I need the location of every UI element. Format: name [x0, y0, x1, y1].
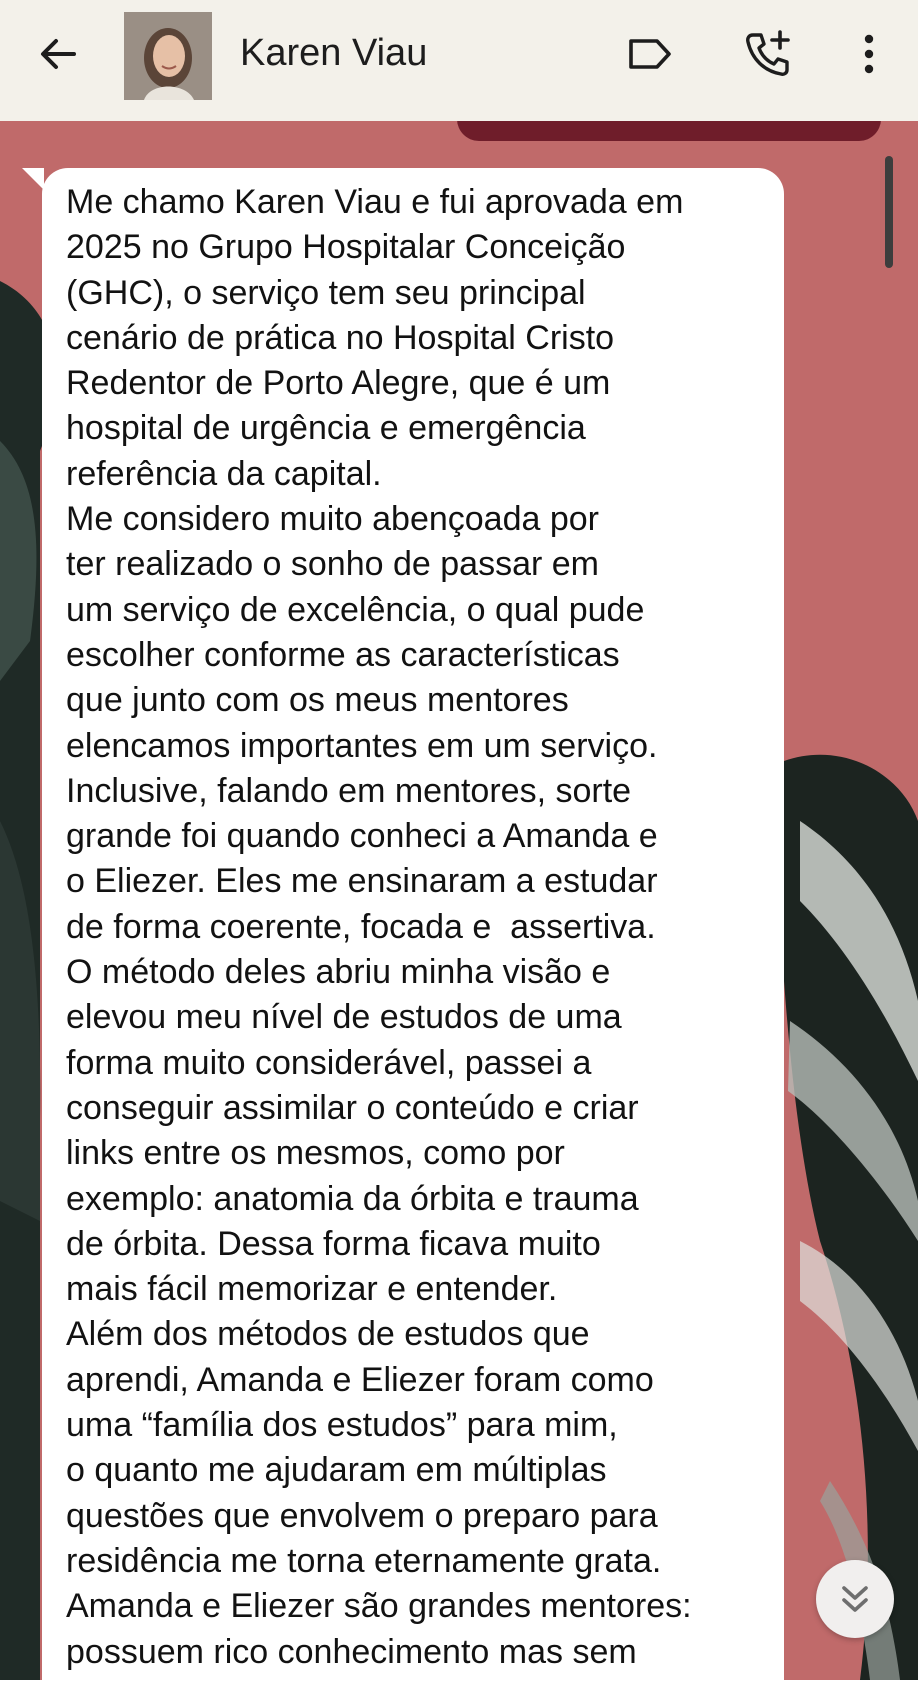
contact-avatar[interactable]: [124, 12, 212, 100]
scroll-to-bottom-button[interactable]: [816, 1560, 894, 1638]
add-call-icon: [743, 29, 793, 79]
more-options-button[interactable]: [843, 28, 895, 80]
incoming-message-bubble[interactable]: [42, 168, 784, 1698]
scrollbar-thumb[interactable]: [885, 156, 893, 268]
label-button[interactable]: [624, 28, 676, 80]
message-text: Me chamo Karen Viau e fui aprovada em 2025 no Grupo Hospitalar Conceição (GHC), o serviço tem seu principal cenário de prática no Hospital Cristo Redentor de Porto Alegre, que é um hospital de urgência e emergência referência da capital. Me considero muito abençoada por ter realizado o sonho de passar em um serviço de excelência, o qual pude escolher conforme as características que junto com os meus mentores elencamos importantes em um serviço. Inclusive, falando em mentores, sorte grande foi quando conheci a Amanda e o Eliezer. Eles me ensinaram a estudar de forma coerente, focada e assertiva. O método deles abriu minha visão e elevou meu nível de estudos de uma forma muito considerável, passei a conseguir assimilar o conteúdo e criar links entre os mesmos, como por exemplo: anatomia da órbita e trauma de órbita. Dessa forma ficava muito mais fácil memorizar e entender. Além dos métodos de estudos que aprendi, Amanda e Eliezer foram como uma “família dos estudos” para mim, o quanto me ajudaram em múltiplas questões que envolvem o preparo para residência me torna eternamente grata. Amanda e Eliezer são grandes mentores: possuem rico conhecimento mas sem: [66, 183, 692, 1671]
label-tag-icon: [627, 37, 673, 71]
avatar-photo: [124, 12, 212, 100]
add-call-button[interactable]: [742, 28, 794, 80]
back-button[interactable]: [34, 30, 82, 78]
more-vert-icon: [859, 32, 879, 76]
chat-header: [0, 0, 918, 121]
contact-name[interactable]: Karen Viau: [240, 32, 428, 74]
double-chevron-down-icon: [838, 1582, 872, 1616]
back-arrow-icon: [36, 32, 80, 76]
bubble-tail: [22, 168, 44, 190]
